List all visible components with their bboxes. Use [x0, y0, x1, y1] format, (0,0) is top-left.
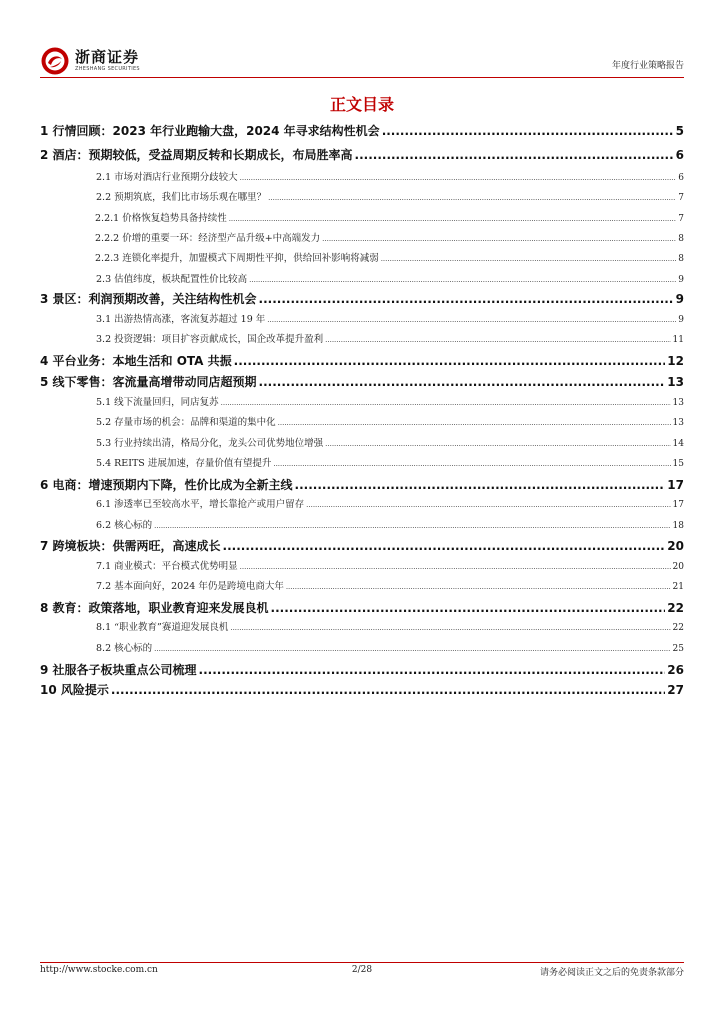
toc-dot-leader [382, 124, 674, 138]
toc-dot-leader [286, 583, 671, 591]
toc-entry-page-number: 22 [672, 623, 684, 633]
toc-entry-level-2[interactable] [96, 189, 684, 203]
toc-entry-title: 3.1 出游热情高涨，客流复苏超过 19 年 [96, 314, 266, 325]
toc-entry-title: 7 跨境板块：供需两旺，高速成长 [40, 539, 221, 553]
footer-divider [40, 962, 684, 963]
page-footer [40, 965, 684, 979]
toc-dot-leader [229, 215, 677, 223]
zheshang-logo-icon [40, 46, 70, 76]
toc-dot-leader [223, 539, 666, 553]
toc-entry-level-1[interactable] [40, 373, 684, 390]
toc-dot-leader [268, 194, 676, 202]
toc-entry-level-2[interactable] [96, 394, 684, 408]
toc-entry-page-number: 8 [678, 234, 684, 244]
toc-dot-leader [199, 663, 666, 677]
toc-entry-page-number: 27 [667, 683, 684, 697]
toc-entry-title: 9 社服各子板块重点公司梳理 [40, 663, 197, 677]
toc-dot-leader [325, 440, 670, 448]
toc-entry-level-3[interactable] [95, 230, 684, 244]
toc-entry-title: 5 线下零售：客流量高增带动同店超预期 [40, 375, 257, 389]
toc-entry-page-number: 8 [678, 254, 684, 264]
toc-entry-page-number: 9 [678, 275, 684, 285]
toc-entry-title: 1 行情回顾：2023 年行业跑输大盘，2024 年寻求结构性机会 [40, 124, 380, 138]
toc-entry-level-1[interactable] [40, 661, 684, 678]
toc-entry-level-2[interactable] [96, 619, 684, 633]
toc-entry-page-number: 5 [675, 124, 684, 138]
toc-entry-page-number: 13 [667, 375, 684, 389]
toc-entry-title: 5.4 REITS 进展加速，存量价值有望提升 [96, 458, 272, 469]
toc-dot-leader [273, 460, 670, 468]
toc-entry-title: 8 教育：政策落地，职业教育迎来发展良机 [40, 601, 269, 615]
toc-dot-leader [259, 375, 666, 389]
toc-entry-title: 8.2 核心标的 [96, 643, 153, 654]
toc-dot-leader [271, 601, 666, 615]
toc-dot-leader [259, 292, 674, 306]
toc-entry-page-number: 9 [678, 315, 684, 325]
toc-entry-title: 3 景区：利润预期改善，关注结构性机会 [40, 292, 257, 306]
toc-entry-level-2[interactable] [96, 455, 684, 469]
toc-dot-leader [278, 419, 671, 427]
toc-entry-title: 10 风险提示 [40, 683, 109, 697]
toc-entry-title: 2.2.1 价格恢复趋势具备持续性 [95, 213, 227, 224]
toc-entry-title: 2.2 预期筑底，我们比市场乐观在哪里？ [96, 192, 267, 203]
toc-dot-leader [355, 148, 674, 162]
toc-entry-level-2[interactable] [96, 640, 684, 654]
footer-page-number: 2/28 [351, 965, 373, 975]
toc-dot-leader [249, 276, 676, 284]
toc-dot-leader [230, 624, 670, 632]
toc-entry-page-number: 11 [672, 335, 684, 345]
toc-entry-page-number: 26 [667, 663, 684, 677]
toc-entry-level-1[interactable] [40, 352, 684, 369]
toc-entry-page-number: 17 [667, 478, 684, 492]
toc-entry-level-2[interactable] [96, 517, 684, 531]
toc-entry-level-3[interactable] [95, 210, 684, 224]
toc-entry-level-1[interactable] [40, 599, 684, 616]
toc-entry-title: 5.1 线下流量回归，同店复苏 [96, 397, 219, 408]
footer-website-link[interactable]: http://www.stocke.com.cn [40, 965, 158, 975]
toc-entry-page-number: 7 [678, 214, 684, 224]
toc-entry-page-number: 22 [667, 601, 684, 615]
toc-dot-leader [221, 399, 671, 407]
toc-entry-page-number: 17 [672, 500, 684, 510]
toc-entry-page-number: 9 [675, 292, 684, 306]
toc-entry-title: 5.3 行业持续出清，格局分化，龙头公司优势地位增强 [96, 438, 324, 449]
toc-entry-title: 2.3 估值纬度，板块配置性价比较高 [96, 274, 248, 285]
toc-dot-leader [240, 174, 677, 182]
toc-entry-page-number: 15 [672, 459, 684, 469]
toc-entry-title: 4 平台业务：本地生活和 OTA 共振 [40, 354, 232, 368]
toc-entry-title: 8.1 “职业教育”赛道迎发展良机 [96, 622, 229, 633]
toc-entry-level-2[interactable] [96, 558, 684, 572]
footer-disclaimer: 请务必阅读正文之后的免责条款部分 [539, 968, 684, 978]
toc-entry-page-number: 6 [678, 173, 684, 183]
toc-entry-level-3[interactable] [95, 250, 684, 264]
logo-chinese-name: 浙商证券 [75, 48, 140, 66]
toc-entry-title: 6.1 渗透率已至较高水平，增长靠抢产或用户留存 [96, 499, 305, 510]
toc-entry-title: 2.2.3 连锁化率提升，加盟模式下周期性平抑，供给回补影响将减弱 [95, 253, 379, 264]
toc-entry-title: 7.2 基本面向好，2024 年仍是跨境电商大年 [96, 581, 284, 592]
toc-entry-page-number: 6 [675, 148, 684, 162]
company-logo [40, 46, 140, 76]
toc-entry-title: 2.2.2 价增的重要一环：经济型产品升级+中高端发力 [95, 233, 321, 244]
toc-dot-leader [322, 235, 676, 243]
toc-entry-level-2[interactable] [96, 578, 684, 592]
toc-dot-leader [154, 522, 670, 530]
toc-entry-page-number: 13 [672, 398, 684, 408]
toc-entry-title: 6 电商：增速预期内下降，性价比成为全新主线 [40, 478, 293, 492]
toc-entry-level-1[interactable] [40, 537, 684, 554]
toc-entry-page-number: 18 [672, 521, 684, 531]
toc-dot-leader [154, 645, 670, 653]
header-divider [40, 77, 684, 78]
toc-entry-level-2[interactable] [96, 271, 684, 285]
toc-entry-level-1[interactable] [40, 476, 684, 493]
toc-dot-leader [240, 563, 671, 571]
toc-entry-level-1[interactable] [40, 290, 684, 307]
toc-entry-level-2[interactable] [96, 169, 684, 183]
toc-entry-level-2[interactable] [96, 496, 684, 510]
toc-entry-level-2[interactable] [96, 311, 684, 325]
toc-dot-leader [306, 501, 670, 509]
toc-entry-title: 3.2 投资逻辑：项目扩容贡献成长，国企改革提升盈利 [96, 334, 324, 345]
logo-english-name: ZHESHANG SECURITIES [75, 66, 140, 72]
toc-dot-leader [381, 255, 677, 263]
toc-entry-page-number: 20 [672, 562, 684, 572]
toc-dot-leader [234, 354, 666, 368]
toc-entry-level-1[interactable] [40, 146, 684, 163]
toc-title: 正文目录 [329, 95, 394, 114]
toc-dot-leader [295, 478, 666, 492]
toc-entry-title: 6.2 核心标的 [96, 520, 153, 531]
toc-entry-level-1[interactable] [40, 122, 684, 139]
toc-entry-title: 2 酒店：预期较低，受益周期反转和长期成长，布局胜率高 [40, 148, 353, 162]
toc-entry-page-number: 20 [667, 539, 684, 553]
toc-entry-level-2[interactable] [96, 331, 684, 345]
toc-entry-title: 5.2 存量市场的机会：品牌和渠道的集中化 [96, 417, 276, 428]
toc-entry-page-number: 25 [672, 644, 684, 654]
page-header [40, 44, 684, 78]
toc-entry-title: 7.1 商业模式：平台模式优势明显 [96, 561, 238, 572]
toc-entry-page-number: 7 [678, 193, 684, 203]
toc-entry-page-number: 13 [672, 418, 684, 428]
toc-dot-leader [267, 316, 676, 324]
toc-entry-level-1[interactable] [40, 681, 684, 698]
toc-dot-leader [111, 683, 665, 697]
toc-dot-leader [325, 336, 670, 344]
toc-entry-page-number: 12 [667, 354, 684, 368]
toc-entry-title: 2.1 市场对酒店行业预期分歧较大 [96, 172, 238, 183]
toc-entry-page-number: 21 [672, 582, 684, 592]
toc-entry-level-2[interactable] [96, 414, 684, 428]
toc-entry-page-number: 14 [672, 439, 684, 449]
toc-entry-level-2[interactable] [96, 435, 684, 449]
report-type-label: 年度行业策略报告 [611, 61, 684, 71]
